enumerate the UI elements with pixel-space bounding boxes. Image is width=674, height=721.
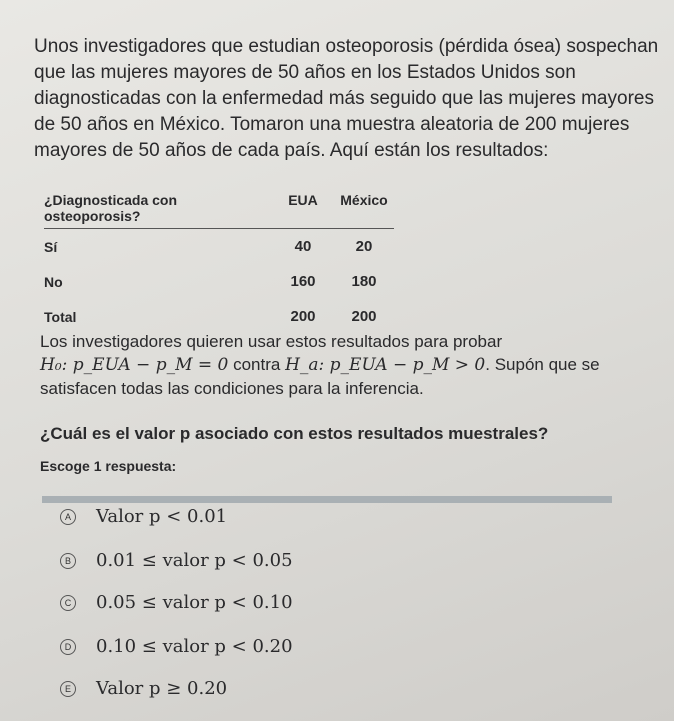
table-row [44,264,394,299]
table-row [44,299,394,334]
option-text-c: 0.05 ≤ valor p < 0.10 [96,592,293,613]
table-header [44,192,394,229]
table-row [44,229,394,264]
contra-word: contra [233,355,281,374]
option-c[interactable] [60,592,293,613]
option-text-d: 0.10 ≤ valor p < 0.20 [96,636,293,657]
question-text: ¿Cuál es el valor p asociado con estos resultados muestrales? [40,424,549,443]
cell-eua: 200 [290,308,316,325]
null-hypothesis: H₀: p_EUA − p_M = 0 [40,355,229,375]
option-text-a: Valor p < 0.01 [96,506,228,527]
hypothesis-tail: . Supón que se [485,355,600,374]
option-letter-e: E [60,681,76,697]
option-letter-c: C [60,595,76,611]
cell-eua: 40 [294,238,312,255]
cell-mexico: 200 [351,308,377,325]
cell-eua: 160 [290,273,316,290]
hypothesis-text [40,330,640,400]
option-d[interactable] [60,636,293,657]
option-text-b: 0.01 ≤ valor p < 0.05 [96,550,293,571]
results-table [44,192,394,334]
header-mexico: México [340,192,388,208]
option-a[interactable] [60,506,227,527]
divider [42,496,612,503]
option-letter-d: D [60,639,76,655]
option-letter-b: B [60,553,76,569]
answer-prompt: Escoge 1 respuesta: [40,458,177,474]
cell-mexico: 20 [355,238,373,255]
hypothesis-line2 [40,353,640,377]
problem-intro: Unos investigadores que estudian osteoporosis (pérdida ósea) sospechan que las mujeres mayores de 50 años en los Estados Unidos son diagnosticadas con la enfermedad más seguido que las mujeres mayores de 50 años en México. Tomaron una muestra aleatoria de 200 mujeres mayores de 50 años de cada país. Aquí están los resultados: [34,36,659,161]
option-letter-a: A [60,509,76,525]
row-label: No [44,273,63,290]
option-b[interactable] [60,550,293,571]
hypothesis-line1: Los investigadores quieren usar estos resultados para probar [40,332,503,351]
cell-mexico: 180 [351,273,377,290]
alternative-hypothesis: H_a: p_EUA − p_M > 0 [285,355,486,375]
option-e[interactable] [60,678,227,699]
header-diagnosed: ¿Diagnosticada con osteoporosis? [44,192,178,224]
row-label: Total [44,308,77,325]
row-label: Sí [44,238,58,255]
header-eua: EUA [288,192,318,208]
option-text-e: Valor p ≥ 0.20 [96,678,228,699]
hypothesis-line3: satisfacen todas las condiciones para la inferencia. [40,379,424,398]
